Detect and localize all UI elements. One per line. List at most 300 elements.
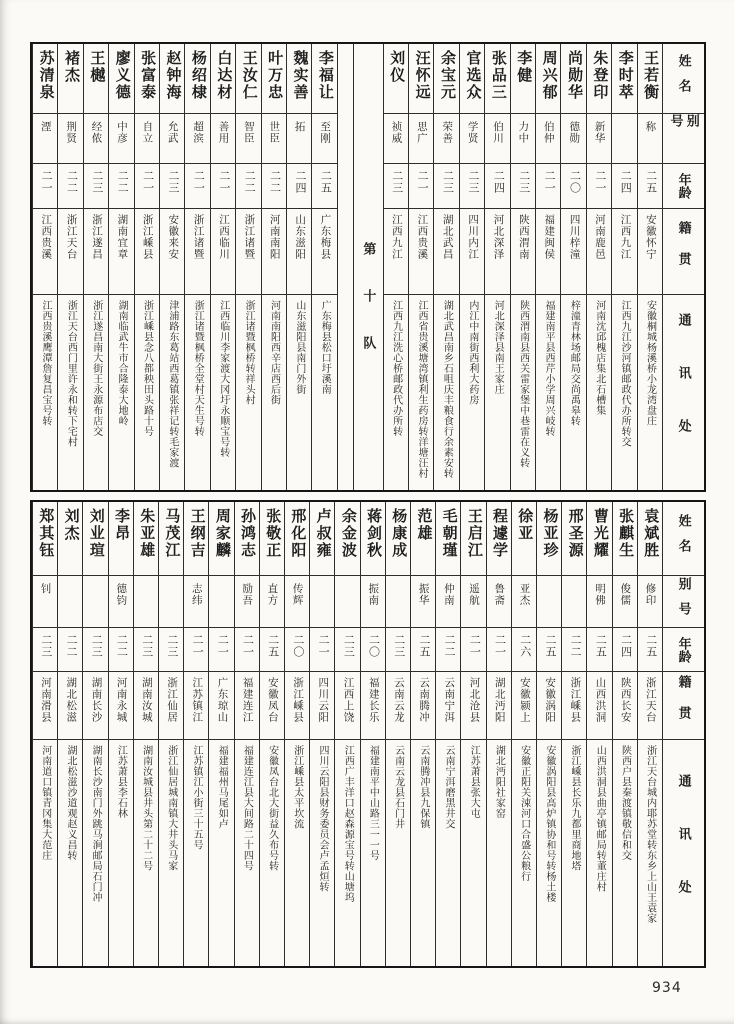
address-cell: [33, 740, 57, 966]
address-text: 福建福州马尾如卢: [216, 745, 228, 829]
alias-cell: [485, 114, 509, 164]
address-text: 安徽正阳关涑河口合盛公粮行: [518, 745, 530, 882]
age-cell: [185, 164, 209, 209]
roster-table-bottom: [30, 500, 706, 968]
age-cell: [536, 164, 560, 209]
alias-text: 至刚: [319, 121, 331, 144]
name-cell: [211, 44, 235, 114]
address-text: 内江中南街西利大药房: [466, 300, 478, 405]
age-text: 二三: [165, 634, 178, 658]
address-text: 四川云阳县财务委员会卢孟烜转: [317, 745, 328, 892]
native-place-text: 浙江嵊县: [569, 677, 581, 723]
native-place-cell: [512, 672, 536, 740]
name-text: 卢叔雍: [314, 508, 331, 559]
page-number: 934: [652, 980, 682, 996]
person-column: [261, 44, 286, 490]
age-cell: [135, 164, 159, 209]
address-cell: [511, 295, 535, 490]
alias-cell: [262, 114, 286, 164]
person-column: [460, 502, 485, 966]
column-header-address: 通讯处: [676, 313, 692, 472]
age-cell: [512, 628, 536, 672]
age-cell: [562, 628, 586, 672]
native-place-cell: [262, 209, 286, 295]
header-cell-age: [663, 164, 704, 209]
column-header-alias: 别号: [676, 576, 692, 627]
name-cell: [409, 44, 433, 114]
address-text: 浙江诸暨枫桥转祥头村: [243, 300, 255, 405]
person-column: [159, 44, 184, 490]
name-cell: [185, 44, 209, 114]
person-column: [134, 44, 159, 490]
native-place-cell: [638, 672, 662, 740]
age-text: 二五: [644, 170, 657, 194]
address-text: 山东滋阳县南门外街: [293, 300, 305, 395]
name-text: 杨绍棣: [189, 50, 206, 101]
squad-label-cell: [354, 44, 383, 490]
age-cell: [312, 164, 336, 209]
person-column: [210, 44, 235, 490]
native-place-text: 河北深泽: [492, 214, 504, 260]
native-place-cell: [285, 672, 309, 740]
name-text: 尚勋华: [566, 50, 582, 101]
native-place-text: 浙江仙居: [166, 677, 178, 723]
native-place-text: 福建连江: [241, 677, 253, 723]
alias-cell: [384, 114, 408, 164]
native-place-text: 江西九江: [619, 214, 631, 260]
age-cell: [235, 628, 259, 672]
name-cell: [386, 502, 410, 576]
age-text: 二一: [40, 170, 53, 194]
alias-cell: [460, 114, 484, 164]
name-cell: [562, 502, 586, 576]
address-cell: [612, 295, 636, 490]
age-text: 二二: [268, 170, 281, 194]
address-text: 云南宁洱磨黑井交: [443, 745, 455, 829]
name-text: 朱登印: [591, 50, 608, 101]
age-cell: [511, 164, 535, 209]
age-text: 二二: [243, 170, 256, 194]
age-text: 二一: [493, 634, 506, 658]
address-cell: [83, 740, 107, 966]
address-cell: [287, 295, 311, 490]
name-cell: [536, 44, 560, 114]
age-text: 二一: [317, 634, 330, 658]
alias-text: 祯威: [390, 121, 402, 144]
name-text: 汪怀远: [413, 50, 430, 101]
name-cell: [461, 502, 485, 576]
address-cell: [384, 295, 408, 490]
name-cell: [310, 502, 334, 576]
name-text: 廖义德: [113, 50, 130, 101]
age-cell: [537, 628, 561, 672]
alias-text: 遥航: [468, 583, 480, 606]
alias-cell: [134, 576, 158, 628]
native-place-cell: [33, 209, 57, 295]
native-place-cell: [561, 209, 585, 295]
address-cell: [335, 740, 359, 966]
name-text: 郑其钰: [37, 508, 54, 559]
header-column: [662, 44, 704, 490]
alias-text: 学贤: [466, 121, 478, 144]
address-text: 浙江诸暨枫桥全堂村天生号转: [192, 300, 204, 437]
name-text: 余宝元: [439, 50, 456, 101]
age-cell: [461, 628, 485, 672]
native-place-text: 广东梅县: [319, 214, 331, 260]
person-column: [586, 44, 611, 490]
name-cell: [460, 44, 484, 114]
column-header-age: 年龄: [676, 636, 692, 663]
name-cell: [184, 502, 208, 576]
native-place-cell: [109, 672, 133, 740]
age-text: 二三: [140, 634, 153, 658]
address-text: 山西洪洞县曲亭镇邮局转董庄村: [594, 745, 606, 892]
name-cell: [613, 502, 637, 576]
native-place-text: 江西贵溪: [40, 214, 52, 260]
age-cell: [236, 164, 260, 209]
person-column: [286, 44, 311, 490]
person-column: [560, 44, 585, 490]
address-cell: [260, 740, 284, 966]
name-cell: [135, 44, 159, 114]
native-place-text: 四川云阳: [317, 677, 329, 723]
age-cell: [587, 164, 611, 209]
native-place-text: 安徽怀宁: [644, 214, 656, 260]
address-cell: [160, 295, 184, 490]
native-place-cell: [638, 209, 662, 295]
person-column: [536, 502, 561, 966]
name-cell: [287, 44, 311, 114]
age-text: 二一: [141, 170, 154, 194]
person-column: [32, 502, 57, 966]
address-cell: [536, 295, 560, 490]
alias-text: 荣善: [441, 121, 453, 144]
address-cell: [512, 740, 536, 966]
age-text: 二二: [116, 170, 129, 194]
address-cell: [109, 295, 133, 490]
native-place-cell: [185, 209, 209, 295]
age-cell: [58, 628, 82, 672]
native-place-text: 陕西渭南: [517, 214, 529, 260]
age-text: 二五: [594, 634, 607, 658]
name-text: 余金波: [339, 508, 356, 559]
person-column: [408, 44, 433, 490]
age-cell: [285, 628, 309, 672]
address-text: 广东梅县松口圩溪南: [319, 300, 331, 395]
name-text: 李福让: [316, 50, 333, 101]
address-text: 浙江天台城内耶苏堂转东乡上山王袁家: [644, 745, 656, 924]
alias-cell: [537, 576, 561, 628]
native-place-cell: [434, 209, 458, 295]
age-cell: [587, 628, 611, 672]
alias-text: 力中: [517, 121, 529, 144]
native-place-cell: [335, 672, 359, 740]
native-place-text: 安徽凤台: [266, 677, 278, 723]
name-cell: [384, 44, 408, 114]
alias-cell: [135, 114, 159, 164]
name-cell: [84, 44, 108, 114]
name-text: 赵钟海: [164, 50, 181, 101]
name-text: 魏实善: [291, 50, 308, 101]
name-cell: [160, 44, 184, 114]
person-column: [486, 502, 511, 966]
address-text: 安徽桐城杨溪桥小龙湾盘庄: [644, 300, 656, 426]
address-text: 湖南临武牛市合隆泰大地岭: [116, 300, 128, 426]
roster-table-top: [30, 42, 706, 492]
native-place-cell: [135, 209, 159, 295]
alias-cell: [33, 114, 57, 164]
address-text: 福建连江县大间路二十四号: [241, 745, 253, 871]
native-place-cell: [58, 672, 82, 740]
spacer-cell: [338, 44, 353, 490]
address-text: 江苏萧县张大屯: [468, 745, 480, 819]
native-place-cell: [209, 672, 233, 740]
person-column: [235, 44, 260, 490]
age-text: 二一: [241, 634, 254, 658]
native-place-text: 河北沧县: [468, 677, 480, 723]
alias-cell: [310, 576, 334, 628]
age-text: 二三: [390, 170, 403, 194]
address-cell: [537, 740, 561, 966]
native-place-cell: [211, 209, 235, 295]
age-cell: [83, 628, 107, 672]
alias-cell: [185, 114, 209, 164]
address-cell: [58, 295, 82, 490]
person-column: [57, 44, 82, 490]
native-place-cell: [84, 209, 108, 295]
age-cell: [287, 164, 311, 209]
age-cell: [409, 164, 433, 209]
name-text: 毛朝瑾: [440, 508, 457, 559]
column-header-age: 年龄: [676, 173, 692, 199]
age-cell: [384, 164, 408, 209]
address-cell: [436, 740, 460, 966]
alias-cell: [84, 114, 108, 164]
alias-cell: [236, 114, 260, 164]
address-cell: [487, 740, 511, 966]
name-cell: [335, 502, 359, 576]
alias-cell: [285, 576, 309, 628]
header-cell-age: [663, 628, 704, 672]
native-place-text: 安徽颍上: [518, 677, 530, 723]
age-text: 二三: [39, 634, 52, 658]
address-text: 浙江嵊县太平坎流: [291, 745, 303, 829]
native-place-cell: [33, 672, 57, 740]
alias-cell: [160, 114, 184, 164]
age-cell: [184, 628, 208, 672]
native-place-text: 河南永城: [115, 677, 127, 723]
alias-cell: [58, 114, 82, 164]
alias-cell: [83, 576, 107, 628]
age-text: 二三: [392, 634, 405, 658]
name-cell: [587, 44, 611, 114]
name-text: 杨康成: [390, 508, 407, 559]
age-text: 二三: [517, 170, 530, 194]
age-text: 二四: [619, 170, 632, 194]
alias-text: 新华: [593, 121, 605, 144]
address-text: 湖南长沙南门外跳马涧邮局石门冲: [90, 745, 102, 903]
address-cell: [638, 295, 662, 490]
name-cell: [638, 44, 662, 114]
address-cell: [184, 740, 208, 966]
age-cell: [33, 628, 57, 672]
person-column: [57, 502, 82, 966]
age-text: 二六: [518, 634, 531, 658]
native-place-cell: [134, 672, 158, 740]
native-place-cell: [384, 209, 408, 295]
header-cell-native: [663, 209, 704, 295]
native-place-cell: [613, 672, 637, 740]
address-text: 河北深泽县南王家庄: [492, 300, 504, 395]
squad-label-column: [353, 44, 383, 490]
address-text: 江西广丰洋口赵森源宝号转山塘坞: [342, 745, 354, 903]
address-text: 梓潼青林场邮局交尚禹皋转: [568, 300, 580, 426]
age-text: 二五: [417, 634, 430, 658]
age-cell: [58, 164, 82, 209]
native-place-text: 湖南汝城: [140, 677, 152, 723]
person-column: [459, 44, 484, 490]
name-cell: [260, 502, 284, 576]
person-column: [158, 502, 183, 966]
address-cell: [409, 295, 433, 490]
address-text: 河南道口镇青冈集大范庄: [39, 745, 51, 861]
age-cell: [134, 628, 158, 672]
alias-text: 振华: [417, 583, 429, 606]
age-cell: [487, 628, 511, 672]
header-column: [662, 502, 704, 966]
native-place-text: 四川内江: [467, 214, 479, 260]
name-text: 朱亚雄: [138, 508, 155, 559]
name-cell: [33, 44, 57, 114]
person-column: [586, 502, 611, 966]
alias-cell: [159, 576, 183, 628]
age-cell: [612, 164, 636, 209]
native-place-cell: [386, 672, 410, 740]
alias-cell: [109, 576, 133, 628]
native-place-cell: [310, 672, 334, 740]
native-place-cell: [436, 672, 460, 740]
person-column: [535, 44, 560, 490]
alias-text: 伯仲: [542, 121, 554, 144]
address-cell: [185, 295, 209, 490]
address-cell: [587, 295, 611, 490]
address-text: 河南南阳西辛店西后街: [268, 300, 280, 405]
address-text: 湖北武昌南乡石咀庆丰粮食行余素安转: [441, 300, 453, 479]
address-cell: [312, 295, 336, 490]
age-cell: [485, 164, 509, 209]
name-cell: [58, 502, 82, 576]
alias-text: 励吾: [241, 583, 253, 606]
person-column: [611, 44, 636, 490]
age-text: 二一: [543, 170, 556, 194]
address-cell: [638, 740, 662, 966]
header-cell-native: [663, 672, 704, 740]
name-cell: [436, 502, 460, 576]
alias-cell: [411, 576, 435, 628]
name-text: 邢圣源: [566, 508, 583, 559]
name-cell: [58, 44, 82, 114]
address-text: 湖北松滋沙道观赵义昌转: [64, 745, 76, 861]
address-cell: [58, 740, 82, 966]
alias-cell: [335, 576, 359, 628]
name-cell: [262, 44, 286, 114]
alias-text: 振南: [367, 583, 379, 606]
alias-text: 荆贤: [65, 121, 77, 144]
alias-text: 德勋: [568, 121, 580, 144]
age-cell: [361, 628, 385, 672]
native-place-cell: [411, 672, 435, 740]
name-text: 苏清泉: [37, 50, 54, 101]
name-text: 李昂: [113, 508, 129, 542]
native-place-text: 四川梓潼: [568, 214, 580, 260]
native-place-text: 湖北武昌: [441, 214, 453, 260]
age-text: 二二: [569, 634, 582, 658]
native-place-text: 山西洪洞: [594, 677, 606, 723]
age-text: 二三: [466, 170, 479, 194]
native-place-cell: [260, 672, 284, 740]
age-cell: [411, 628, 435, 672]
column-header-alias: 别号: [668, 114, 700, 139]
native-place-cell: [511, 209, 535, 295]
header-cell-address: [663, 740, 704, 966]
address-text: 云南云龙县石门井: [392, 745, 404, 829]
alias-text: 世臣: [268, 121, 280, 144]
person-column: [208, 502, 233, 966]
person-column: [510, 44, 535, 490]
name-cell: [312, 44, 336, 114]
address-cell: [262, 295, 286, 490]
native-place-cell: [160, 209, 184, 295]
column-header-name: 姓名: [676, 513, 692, 564]
native-place-text: 福建闽侯: [543, 214, 555, 260]
name-text: 张敬正: [264, 508, 281, 559]
native-place-cell: [409, 209, 433, 295]
name-text: 蒋剑秋: [365, 508, 382, 559]
native-place-text: 湖北松滋: [65, 677, 77, 723]
alias-text: 明佛: [594, 583, 606, 606]
alias-cell: [434, 114, 458, 164]
address-cell: [613, 740, 637, 966]
address-cell: [236, 295, 260, 490]
native-place-text: 浙江诸暨: [243, 214, 255, 260]
native-place-cell: [460, 209, 484, 295]
address-cell: [587, 740, 611, 966]
address-text: 湖南汝城县井头第二十二号: [140, 745, 152, 871]
alias-cell: [287, 114, 311, 164]
alias-cell: [587, 114, 611, 164]
age-text: 二二: [443, 634, 456, 658]
address-text: 浙江仙居城南镇大井头马家: [165, 745, 177, 871]
native-place-text: 浙江天台: [65, 214, 77, 260]
name-cell: [159, 502, 183, 576]
address-text: 安徽涡阳县高炉镇协和号转杨土楼: [543, 745, 555, 903]
person-column: [108, 44, 133, 490]
age-cell: [260, 628, 284, 672]
alias-text: 钊: [39, 583, 51, 595]
native-place-text: 河南滑县: [40, 677, 52, 723]
age-cell: [460, 164, 484, 209]
address-text: 浙江嵊县长乐九都里商地塔: [569, 745, 581, 871]
name-text: 杨亚珍: [541, 508, 558, 559]
native-place-text: 湖南长沙: [90, 677, 102, 723]
name-text: 王樾: [88, 50, 105, 84]
name-cell: [235, 502, 259, 576]
native-place-cell: [159, 672, 183, 740]
alias-cell: [211, 114, 235, 164]
person-column: [484, 44, 509, 490]
age-cell: [561, 164, 585, 209]
age-text: 二五: [644, 634, 657, 658]
